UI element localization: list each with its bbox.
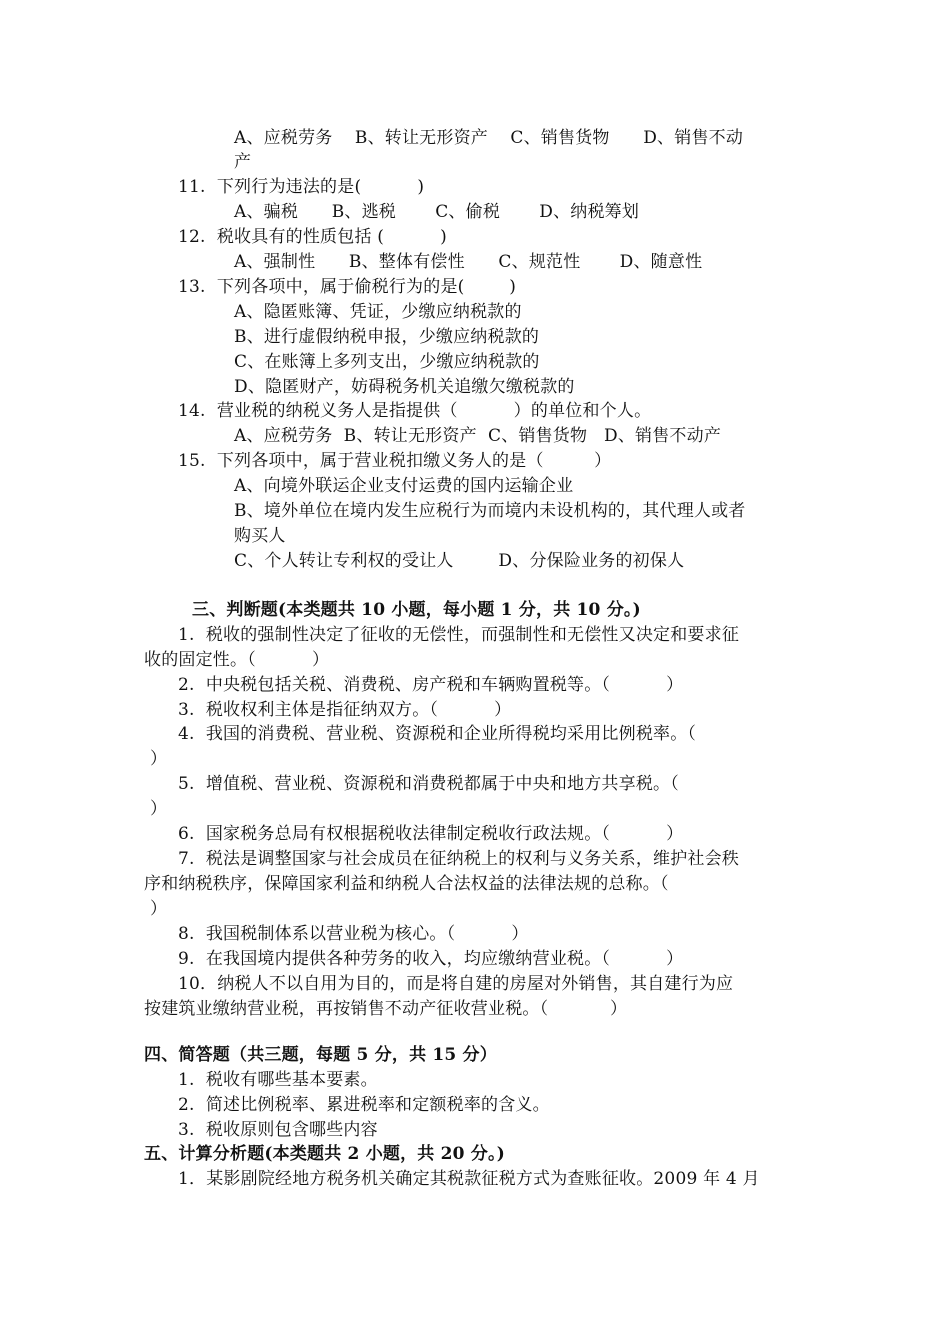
q13-option-c: C、在账簿上多列支出，少缴应纳税款的 bbox=[234, 352, 540, 372]
q14-stem: 14. 营业税的纳税义务人是指提供（ ）的单位和个人。 bbox=[178, 401, 652, 421]
calc-1-line1: 1．某影剧院经地方税务机关确定其税款征税方式为查账征收。2009 年 4 月 bbox=[178, 1169, 760, 1189]
tf-1-line1: 1. 税收的强制性决定了征收的无偿性，而强制性和无偿性又决定和要求征 bbox=[178, 625, 740, 645]
q11-options: A、骗税 B、逃税 C、偷税 D、纳税筹划 bbox=[234, 202, 640, 222]
q13-option-a: A、隐匿账簿、凭证，少缴应纳税款的 bbox=[234, 302, 522, 322]
sa-1: 1. 税收有哪些基本要素。 bbox=[178, 1070, 378, 1090]
tf-8: 8. 我国税制体系以营业税为核心。（ ） bbox=[178, 924, 529, 944]
section3-title: 三、判断题(本类题共 10 小题，每小题 1 分，共 10 分。) bbox=[192, 600, 641, 620]
tf-9: 9. 在我国境内提供各种劳务的收入，均应缴纳营业税。（ ） bbox=[178, 949, 684, 969]
q13-stem: 13. 下列各项中，属于偷税行为的是( ) bbox=[178, 277, 517, 297]
q15-option-a: A、向境外联运企业支付运费的国内运输企业 bbox=[234, 476, 574, 496]
tf-5-line1: 5. 增值税、营业税、资源税和消费税都属于中央和地方共享税。（ bbox=[178, 774, 679, 794]
tf-4-line1: 4. 我国的消费税、营业税、资源税和企业所得税均采用比例税率。（ bbox=[178, 724, 697, 744]
q11-stem: 11. 下列行为违法的是( ) bbox=[178, 177, 425, 197]
sa-2: 2. 简述比例税率、累进税率和定额税率的含义。 bbox=[178, 1095, 550, 1115]
tf-10-line1: 10．纳税人不以自用为目的，而是将自建的房屋对外销售，其自建行为应 bbox=[178, 974, 734, 994]
tf-2: 2. 中央税包括关税、消费税、房产税和车辆购置税等。（ ） bbox=[178, 675, 684, 695]
q15-option-cd: C、个人转让专利权的受让人 D、分保险业务的初保人 bbox=[234, 551, 685, 571]
tf-7-line1: 7. 税法是调整国家与社会成员在征纳税上的权利与义务关系，维护社会秩 bbox=[178, 849, 740, 869]
q14-options: A、应税劳务 B、转让无形资产 C、销售货物 D、销售不动产 bbox=[234, 426, 722, 446]
q15-option-b: B、境外单位在境内发生应税行为而境内未设机构的，其代理人或者 bbox=[234, 501, 746, 521]
sa-3: 3. 税收原则包含哪些内容 bbox=[178, 1120, 378, 1140]
q12-stem: 12. 税收具有的性质包括 ( ) bbox=[178, 227, 447, 247]
section5-title: 五、计算分析题(本类题共 2 小题，共 20 分。) bbox=[144, 1144, 505, 1164]
q15-stem: 15. 下列各项中，属于营业税扣缴义务人的是（ ） bbox=[178, 451, 612, 471]
q10-options-line2: 产 bbox=[234, 152, 252, 172]
tf-7-line3: ） bbox=[150, 899, 168, 919]
tf-1-line2: 收的固定性。（ ） bbox=[144, 650, 330, 670]
q13-option-d: D、隐匿财产，妨碍税务机关追缴欠缴税款的 bbox=[234, 377, 575, 397]
q10-options-line1: A、应税劳务 B、转让无形资产 C、销售货物 D、销售不动 bbox=[234, 128, 744, 148]
tf-5-line2: ） bbox=[150, 799, 168, 819]
q15-option-b-cont: 购买人 bbox=[234, 526, 286, 546]
tf-3: 3. 税收权利主体是指征纳双方。（ ） bbox=[178, 700, 512, 720]
tf-7-line2: 序和纳税秩序，保障国家利益和纳税人合法权益的法律法规的总称。（ bbox=[144, 874, 669, 894]
q12-options: A、强制性 B、整体有偿性 C、规范性 D、随意性 bbox=[234, 252, 703, 272]
section4-title: 四、简答题（共三题，每题 5 分，共 15 分） bbox=[144, 1045, 497, 1065]
tf-6: 6. 国家税务总局有权根据税收法律制定税收行政法规。（ ） bbox=[178, 824, 684, 844]
q13-option-b: B、进行虚假纳税申报，少缴应纳税款的 bbox=[234, 327, 540, 347]
tf-4-line2: ） bbox=[150, 749, 168, 769]
tf-10-line2: 按建筑业缴纳营业税，再按销售不动产征收营业税。（ ） bbox=[144, 999, 628, 1019]
